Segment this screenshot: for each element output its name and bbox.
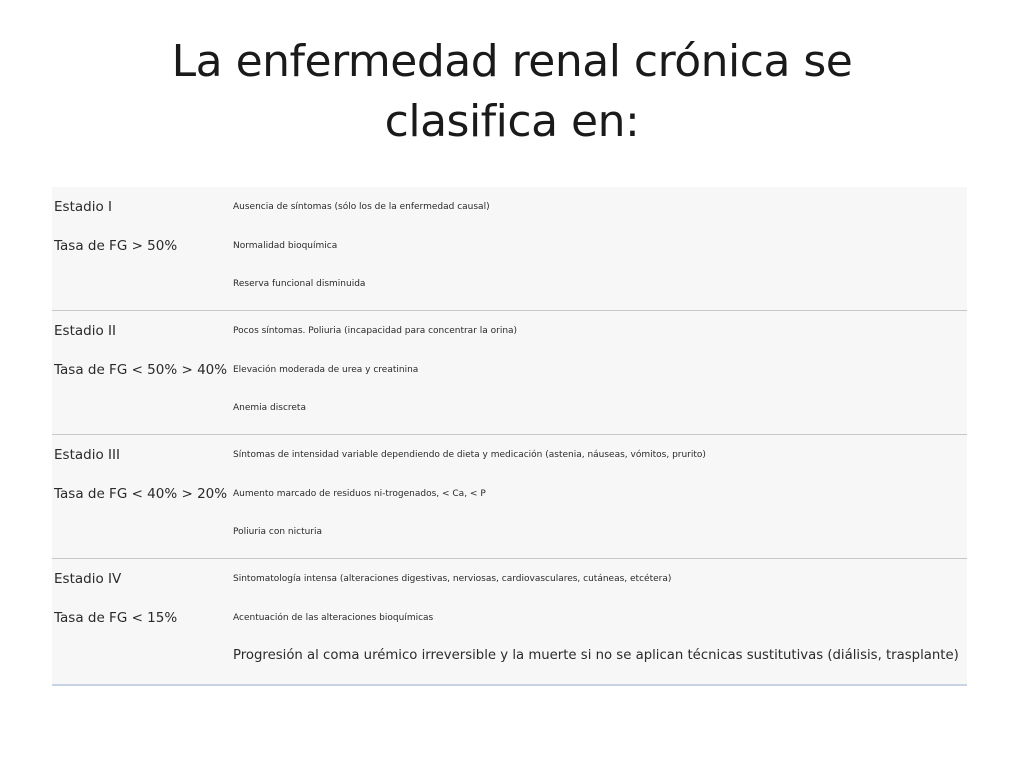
- table-row: [52, 559, 967, 684]
- stage-rate: Tasa de FG < 40% > 20%: [54, 485, 228, 502]
- description-line: Acentuación de las alteraciones bioquímicas: [233, 612, 434, 623]
- description-line: Aumento marcado de residuos ni-trogenados, < Ca, < P: [233, 488, 486, 499]
- description-line: Pocos síntomas. Poliuria (incapacidad para concentrar la orina): [233, 326, 518, 336]
- stage-table: [52, 187, 967, 686]
- stage-cell: [52, 187, 233, 310]
- stage-name: Estadio III: [54, 447, 120, 463]
- description-line: Ausencia de síntomas (sólo los de la enfermedad causal): [233, 202, 490, 212]
- description-line: Normalidad bioquímica: [233, 240, 338, 251]
- description-line: Poliuria con nicturia: [233, 527, 323, 537]
- stage-cell: [52, 559, 233, 684]
- description-line: Elevación moderada de urea y creatinina: [233, 364, 419, 375]
- table-row: [52, 435, 967, 559]
- description-cell: [233, 311, 967, 434]
- stage-rate: Tasa de FG > 50%: [54, 237, 178, 254]
- stage-rate: Tasa de FG < 50% > 40%: [54, 361, 228, 378]
- description-line: Sintomatología intensa (alteraciones digestivas, nerviosas, cardiovasculares, cutáneas, etcétera): [233, 574, 672, 584]
- slide-title: La enfermedad renal crónica se clasifica en:: [171, 36, 853, 147]
- description-line: Progresión al coma urémico irreversible y la muerte si no se aplican técnicas sustitutivas (diálisis, trasplante): [233, 648, 959, 663]
- stage-name: Estadio I: [54, 199, 112, 215]
- stage-cell: [52, 311, 233, 434]
- description-cell: [233, 435, 967, 558]
- stage-rate: Tasa de FG < 15%: [54, 609, 178, 626]
- description-line: Síntomas de intensidad variable dependiendo de dieta y medicación (astenia, náuseas, vómitos, prurito): [233, 450, 706, 460]
- stage-name: Estadio IV: [54, 571, 122, 587]
- description-cell: [233, 559, 967, 684]
- table-row: [52, 311, 967, 435]
- description-line: Anemia discreta: [233, 403, 306, 413]
- description-cell: [233, 187, 967, 310]
- description-line: Reserva funcional disminuida: [233, 279, 366, 289]
- stage-name: Estadio II: [54, 323, 116, 339]
- stage-cell: [52, 435, 233, 558]
- table-row: [52, 187, 967, 311]
